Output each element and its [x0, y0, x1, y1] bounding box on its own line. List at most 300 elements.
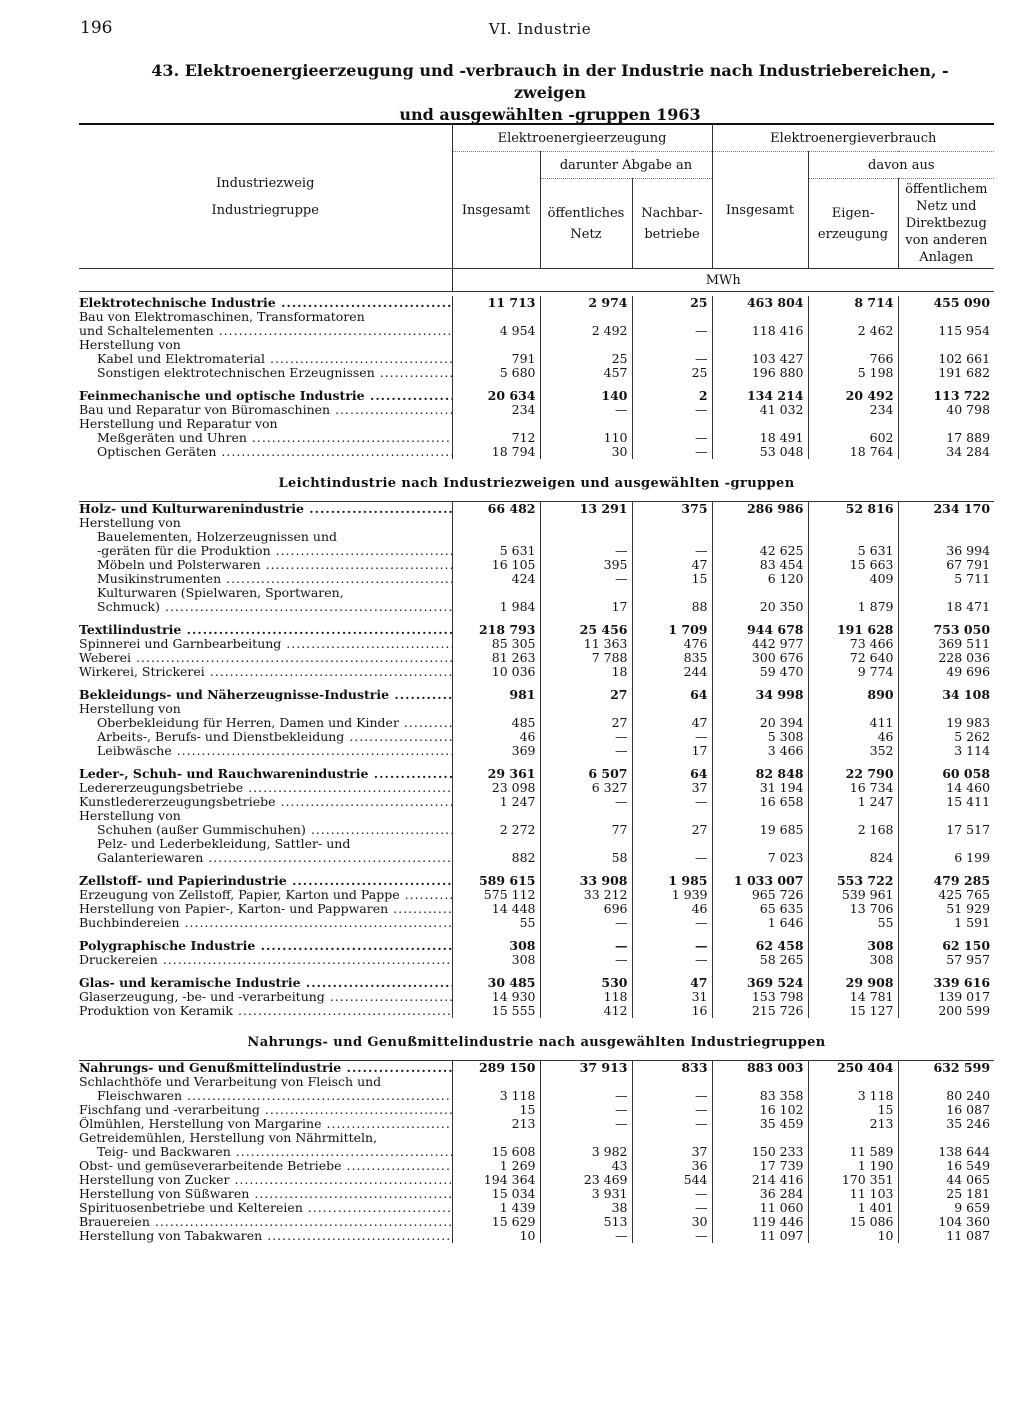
- row-label-cell: [79, 586, 452, 600]
- value-cell: [808, 310, 898, 324]
- row-label-cell: [79, 744, 452, 758]
- row-label: Herstellung von Süßwaren .....: [79, 1187, 452, 1201]
- value-cell: 11 087: [946, 1228, 991, 1243]
- value-cell: 753 050: [933, 622, 991, 637]
- value-cell: 17: [540, 600, 632, 614]
- table-row: [79, 758, 994, 781]
- value-cell: 53 048: [712, 445, 808, 459]
- row-label-cell: [79, 916, 452, 930]
- value-cell: —: [632, 544, 712, 558]
- value-cell: 409: [808, 572, 898, 586]
- value-cell: [540, 310, 632, 324]
- value-cell: [898, 1131, 994, 1145]
- value-cell: 289 150: [452, 1061, 540, 1076]
- value-cell: —: [540, 916, 632, 930]
- row-label-cell: [79, 431, 452, 445]
- value-cell: 118: [540, 990, 632, 1004]
- table-row: [79, 1201, 994, 1215]
- value-cell: 49 696: [946, 664, 991, 679]
- row-label: Nahrungs- und Genußmittelindustrie .....: [79, 1061, 452, 1075]
- row-label-cell: [79, 953, 452, 967]
- value-cell: 1 439: [452, 1201, 540, 1215]
- stub-header-line-1: Industriezweig: [216, 175, 315, 191]
- value-cell: 15 411: [946, 794, 991, 809]
- row-label: Optischen Geräten .....: [79, 445, 452, 459]
- value-cell: 23 098: [452, 781, 540, 795]
- value-cell: 5 262: [954, 729, 991, 744]
- row-label-cell: [79, 324, 452, 338]
- value-cell: 23 469: [540, 1173, 632, 1187]
- value-cell: [632, 417, 712, 431]
- row-label-cell: [79, 296, 452, 310]
- value-cell: 5 711: [954, 571, 991, 586]
- row-label: Spirituosenbetriebe und Keltereien .....: [79, 1201, 452, 1215]
- value-cell: 10: [808, 1229, 898, 1243]
- table-body: [79, 292, 994, 1244]
- value-cell: [452, 702, 540, 716]
- value-cell: —: [632, 1229, 712, 1243]
- table-row: [79, 1004, 994, 1018]
- value-cell: 412: [540, 1004, 632, 1018]
- value-cell: [808, 338, 898, 352]
- header-oeff-line-1: öffentlichem: [905, 182, 988, 197]
- row-label: Bauelementen, Holzerzeugnissen und: [97, 530, 338, 544]
- value-cell: 15 086: [808, 1215, 898, 1229]
- value-cell: 31 194: [712, 781, 808, 795]
- value-cell: 7 023: [712, 851, 808, 865]
- value-cell: 30 485: [452, 967, 540, 990]
- value-cell: 15: [632, 572, 712, 586]
- value-cell: 52 816: [808, 502, 898, 517]
- value-cell: 575 112: [452, 888, 540, 902]
- value-cell: 16 549: [946, 1158, 991, 1173]
- value-cell: 2 492: [540, 324, 632, 338]
- table-row: [79, 1173, 994, 1187]
- value-cell: 34 284: [946, 444, 991, 459]
- value-cell: 33 908: [540, 865, 632, 888]
- value-cell: 1 939: [632, 888, 712, 902]
- value-cell: 589 615: [452, 865, 540, 888]
- row-label: Bau von Elektromaschinen, Transformatoren: [79, 310, 365, 324]
- value-cell: 19 685: [712, 823, 808, 837]
- value-cell: 196 880: [712, 366, 808, 380]
- value-cell: 3 982: [540, 1145, 632, 1159]
- header-eigenerzeugung: [808, 179, 898, 269]
- value-cell: 425 765: [938, 887, 991, 902]
- value-cell: [898, 417, 994, 431]
- value-cell: 25: [632, 296, 712, 310]
- row-label-cell: [79, 366, 452, 380]
- value-cell: 14 460: [946, 780, 991, 795]
- table-row: [79, 544, 994, 558]
- row-label: Schlachthöfe und Verarbeitung von Fleisch und: [79, 1075, 382, 1089]
- table-row: [79, 558, 994, 572]
- value-cell: 10: [452, 1229, 540, 1243]
- value-cell: 58: [540, 851, 632, 865]
- table-row: [79, 572, 994, 586]
- value-cell: 479 285: [933, 873, 991, 888]
- row-label-cell: [79, 1103, 452, 1117]
- value-cell: [898, 1075, 994, 1089]
- value-cell: 65 635: [712, 902, 808, 916]
- value-cell: 36: [632, 1159, 712, 1173]
- table-row: [79, 1229, 994, 1243]
- value-cell: [898, 516, 994, 530]
- value-cell: —: [540, 953, 632, 967]
- row-label-cell: [79, 445, 452, 459]
- row-label-cell: [79, 1145, 452, 1159]
- value-cell: 47: [632, 967, 712, 990]
- value-cell: 30: [540, 445, 632, 459]
- value-cell: 36 284: [712, 1187, 808, 1201]
- value-cell: 27: [540, 679, 632, 702]
- row-label-cell: [79, 679, 452, 702]
- value-cell: [540, 809, 632, 823]
- value-cell: 59 470: [712, 665, 808, 679]
- value-cell: 375: [632, 502, 712, 517]
- value-cell: —: [632, 930, 712, 953]
- value-cell: 411: [808, 716, 898, 730]
- value-cell: 824: [808, 851, 898, 865]
- row-label: Arbeits-, Berufs- und Dienstbekleidung .....: [79, 730, 452, 744]
- value-cell: 2 272: [452, 823, 540, 837]
- value-cell: 213: [452, 1117, 540, 1131]
- value-cell: 214 416: [712, 1173, 808, 1187]
- value-cell: 57 957: [946, 952, 991, 967]
- value-cell: —: [632, 445, 712, 459]
- value-cell: 833: [632, 1061, 712, 1076]
- value-cell: 34 998: [712, 679, 808, 702]
- value-cell: 882: [452, 851, 540, 865]
- value-cell: 139 017: [938, 989, 991, 1004]
- value-cell: —: [540, 1089, 632, 1103]
- value-cell: 218 793: [452, 614, 540, 637]
- table-row: [79, 1075, 994, 1089]
- value-cell: 250 404: [808, 1061, 898, 1076]
- value-cell: [452, 338, 540, 352]
- value-cell: 15 608: [452, 1145, 540, 1159]
- value-cell: 1 269: [452, 1159, 540, 1173]
- table-row: [79, 837, 994, 851]
- row-label: Bekleidungs- und Näherzeugnisse-Industrie .....: [79, 688, 452, 702]
- row-label-cell: [79, 310, 452, 324]
- value-cell: 5 308: [712, 730, 808, 744]
- row-label: Pelz- und Lederbekleidung, Sattler- und: [97, 837, 351, 851]
- table-row: [79, 809, 994, 823]
- row-label-cell: [79, 651, 452, 665]
- table-row: [79, 851, 994, 865]
- value-cell: [808, 417, 898, 431]
- row-label: Oberbekleidung für Herren, Damen und Kinder .....: [79, 716, 452, 730]
- row-label-cell: [79, 1201, 452, 1215]
- value-cell: [632, 310, 712, 324]
- value-cell: [632, 809, 712, 823]
- row-label: Musikinstrumenten .....: [79, 572, 452, 586]
- row-label: Obst- und gemüseverarbeitende Betriebe .....: [79, 1159, 452, 1173]
- value-cell: 170 351: [808, 1173, 898, 1187]
- table-row: [79, 1215, 994, 1229]
- value-cell: —: [632, 431, 712, 445]
- row-label: Schmuck) .....: [79, 600, 452, 614]
- value-cell: [898, 530, 994, 544]
- value-cell: 228 036: [938, 650, 991, 665]
- row-label: Fischfang und -verarbeitung .....: [79, 1103, 452, 1117]
- value-cell: 17 517: [946, 822, 991, 837]
- value-cell: [452, 310, 540, 324]
- value-cell: 20 634: [452, 380, 540, 403]
- value-cell: 15 034: [452, 1187, 540, 1201]
- value-cell: 485: [452, 716, 540, 730]
- value-cell: 113 722: [933, 388, 991, 403]
- table-row: [79, 902, 994, 916]
- value-cell: [632, 530, 712, 544]
- value-cell: 234: [808, 403, 898, 417]
- row-label-cell: [79, 417, 452, 431]
- row-label-cell: [79, 1173, 452, 1187]
- value-cell: 16 658: [712, 795, 808, 809]
- value-cell: 890: [808, 679, 898, 702]
- value-cell: —: [540, 1117, 632, 1131]
- row-label-cell: [79, 1117, 452, 1131]
- table-row: [79, 1159, 994, 1173]
- value-cell: 27: [632, 823, 712, 837]
- value-cell: [540, 338, 632, 352]
- table-title-line-1: 43. Elektroenergieerzeugung und -verbrauch in der Industrie nach Industriebereichen, -zweigen: [151, 61, 949, 102]
- value-cell: [632, 1131, 712, 1145]
- header-oeff-line-5: Anlagen: [919, 250, 974, 265]
- table-row: [79, 916, 994, 930]
- value-cell: [808, 530, 898, 544]
- row-label-cell: [79, 1089, 452, 1103]
- value-cell: 31: [632, 990, 712, 1004]
- header-oeff-line-2: Netz und: [916, 199, 977, 214]
- value-cell: 46: [452, 730, 540, 744]
- value-cell: 25: [540, 352, 632, 366]
- value-cell: —: [540, 795, 632, 809]
- value-cell: —: [540, 930, 632, 953]
- value-cell: 36 994: [946, 543, 991, 558]
- value-cell: 35 246: [946, 1116, 991, 1131]
- table-row: [79, 716, 994, 730]
- value-cell: 40 798: [946, 402, 991, 417]
- row-label: Weberei .....: [79, 651, 452, 665]
- value-cell: —: [540, 1103, 632, 1117]
- value-cell: 981: [452, 679, 540, 702]
- value-cell: 369 511: [938, 636, 991, 651]
- value-cell: 119 446: [712, 1215, 808, 1229]
- value-cell: 118 416: [712, 324, 808, 338]
- table-row: [79, 310, 994, 324]
- row-label: Buchbindereien .....: [79, 916, 452, 930]
- value-cell: [540, 1075, 632, 1089]
- row-label: Ölmühlen, Herstellung von Margarine .....: [79, 1117, 452, 1131]
- table-row: [79, 967, 994, 990]
- value-cell: 29 361: [452, 758, 540, 781]
- value-cell: 11 097: [712, 1229, 808, 1243]
- header-eigen-line-2: erzeugung: [817, 226, 889, 242]
- value-cell: 369 524: [712, 967, 808, 990]
- row-label-cell: [79, 1229, 452, 1243]
- value-cell: 64: [632, 758, 712, 781]
- value-cell: 191 628: [808, 614, 898, 637]
- value-cell: 51 929: [946, 901, 991, 916]
- row-label-cell: [79, 665, 452, 679]
- row-label: Herstellung von: [79, 809, 181, 823]
- section-title: VI. Industrie: [488, 20, 592, 38]
- row-label: Polygraphische Industrie .....: [79, 939, 452, 953]
- value-cell: —: [632, 1117, 712, 1131]
- value-cell: [712, 702, 808, 716]
- value-cell: 13 291: [540, 502, 632, 517]
- table-row: [79, 1117, 994, 1131]
- value-cell: 539 961: [808, 888, 898, 902]
- value-cell: 8 714: [808, 296, 898, 310]
- header-oeffentliches-netz-direktbezug: [898, 179, 994, 269]
- value-cell: 308: [808, 953, 898, 967]
- section-heading: Leichtindustrie nach Industriezweigen und ausgewählten -gruppen: [79, 459, 994, 502]
- table-row: [79, 403, 994, 417]
- header-insgesamt-erzeugung: Insgesamt: [452, 152, 540, 269]
- value-cell: [632, 837, 712, 851]
- value-cell: [898, 837, 994, 851]
- value-cell: 15 127: [808, 1004, 898, 1018]
- row-label: Leder-, Schuh- und Rauchwarenindustrie .....: [79, 767, 452, 781]
- value-cell: 15: [808, 1103, 898, 1117]
- value-cell: 14 781: [808, 990, 898, 1004]
- row-label-cell: [79, 837, 452, 851]
- value-cell: [452, 1131, 540, 1145]
- value-cell: [808, 1075, 898, 1089]
- stub-header-line-2: Industriegruppe: [211, 202, 319, 218]
- value-cell: 308: [452, 953, 540, 967]
- row-label: Kulturwaren (Spielwaren, Sportwaren,: [97, 586, 344, 600]
- header-netz-line-2: Netz: [570, 226, 602, 242]
- value-cell: 35 459: [712, 1117, 808, 1131]
- value-cell: 194 364: [452, 1173, 540, 1187]
- value-cell: 308: [808, 930, 898, 953]
- value-cell: 15 663: [808, 558, 898, 572]
- value-cell: [898, 702, 994, 716]
- value-cell: 115 954: [938, 323, 991, 338]
- value-cell: —: [540, 403, 632, 417]
- value-cell: 30: [632, 1215, 712, 1229]
- value-cell: 712: [452, 431, 540, 445]
- value-cell: 20 394: [712, 716, 808, 730]
- table-row: [79, 1061, 994, 1076]
- row-label-cell: [79, 851, 452, 865]
- section-heading: Nahrungs- und Genußmittelindustrie nach ausgewählten Industriegruppen: [79, 1018, 994, 1061]
- value-cell: 6 507: [540, 758, 632, 781]
- value-cell: 369: [452, 744, 540, 758]
- value-cell: 1 984: [452, 600, 540, 614]
- table-row: [79, 651, 994, 665]
- value-cell: 308: [452, 930, 540, 953]
- row-label: Getreidemühlen, Herstellung von Nährmitteln,: [79, 1131, 378, 1145]
- row-label-cell: [79, 758, 452, 781]
- value-cell: 766: [808, 352, 898, 366]
- table-row: [79, 366, 994, 380]
- value-cell: 37: [632, 1145, 712, 1159]
- value-cell: 37 913: [540, 1061, 632, 1076]
- row-label: Schuhen (außer Gummischuhen) .....: [79, 823, 452, 837]
- table-row: [79, 296, 994, 310]
- value-cell: —: [632, 1187, 712, 1201]
- value-cell: [808, 837, 898, 851]
- unit-stub-cell: [79, 269, 452, 292]
- row-label-cell: [79, 558, 452, 572]
- table-row: [79, 516, 994, 530]
- row-label: Galanteriewaren .....: [79, 851, 452, 865]
- value-cell: 2 462: [808, 324, 898, 338]
- value-cell: 47: [632, 716, 712, 730]
- value-cell: 17 739: [712, 1159, 808, 1173]
- value-cell: 1 190: [808, 1159, 898, 1173]
- value-cell: 29 908: [808, 967, 898, 990]
- value-cell: —: [632, 1201, 712, 1215]
- row-label-cell: [79, 600, 452, 614]
- row-label: Spinnerei und Garnbearbeitung .....: [79, 637, 452, 651]
- table-row: [79, 637, 994, 651]
- table-row: [79, 865, 994, 888]
- value-cell: 696: [540, 902, 632, 916]
- value-cell: 1 879: [808, 600, 898, 614]
- row-label-cell: [79, 380, 452, 403]
- value-cell: 395: [540, 558, 632, 572]
- row-label: Teig- und Backwaren .....: [79, 1145, 452, 1159]
- header-oeff-line-3: Direktbezug: [905, 216, 987, 231]
- value-cell: [452, 837, 540, 851]
- value-cell: [712, 809, 808, 823]
- value-cell: 25: [632, 366, 712, 380]
- value-cell: 11 060: [712, 1201, 808, 1215]
- value-cell: 20 492: [808, 380, 898, 403]
- value-cell: 10 036: [452, 665, 540, 679]
- table-row: [79, 1187, 994, 1201]
- table-row: [79, 795, 994, 809]
- value-cell: 18 794: [452, 445, 540, 459]
- value-cell: 60 058: [942, 766, 991, 781]
- value-cell: 14 930: [452, 990, 540, 1004]
- value-cell: 11 589: [808, 1145, 898, 1159]
- value-cell: 2 168: [808, 823, 898, 837]
- unit-label: MWh: [452, 269, 994, 292]
- row-label: Ledererzeugungsbetriebe .....: [79, 781, 452, 795]
- header-nach-line-2: betriebe: [644, 226, 700, 242]
- table-row: [79, 888, 994, 902]
- value-cell: 463 804: [712, 296, 808, 310]
- row-label-cell: [79, 902, 452, 916]
- row-label-cell: [79, 403, 452, 417]
- row-label: Textilindustrie .....: [79, 623, 452, 637]
- value-cell: 3 114: [954, 743, 991, 758]
- table-row: [79, 730, 994, 744]
- value-cell: 215 726: [712, 1004, 808, 1018]
- value-cell: 791: [452, 352, 540, 366]
- value-cell: 64: [632, 679, 712, 702]
- table-row: [79, 600, 994, 614]
- value-cell: 55: [452, 916, 540, 930]
- value-cell: 5 631: [452, 544, 540, 558]
- value-cell: [452, 530, 540, 544]
- row-label-cell: [79, 716, 452, 730]
- value-cell: 77: [540, 823, 632, 837]
- page-header: [80, 18, 1000, 42]
- value-cell: [632, 702, 712, 716]
- value-cell: 134 214: [712, 380, 808, 403]
- value-cell: 140: [540, 380, 632, 403]
- header-insgesamt-verbrauch: Insgesamt: [712, 152, 808, 269]
- value-cell: —: [632, 795, 712, 809]
